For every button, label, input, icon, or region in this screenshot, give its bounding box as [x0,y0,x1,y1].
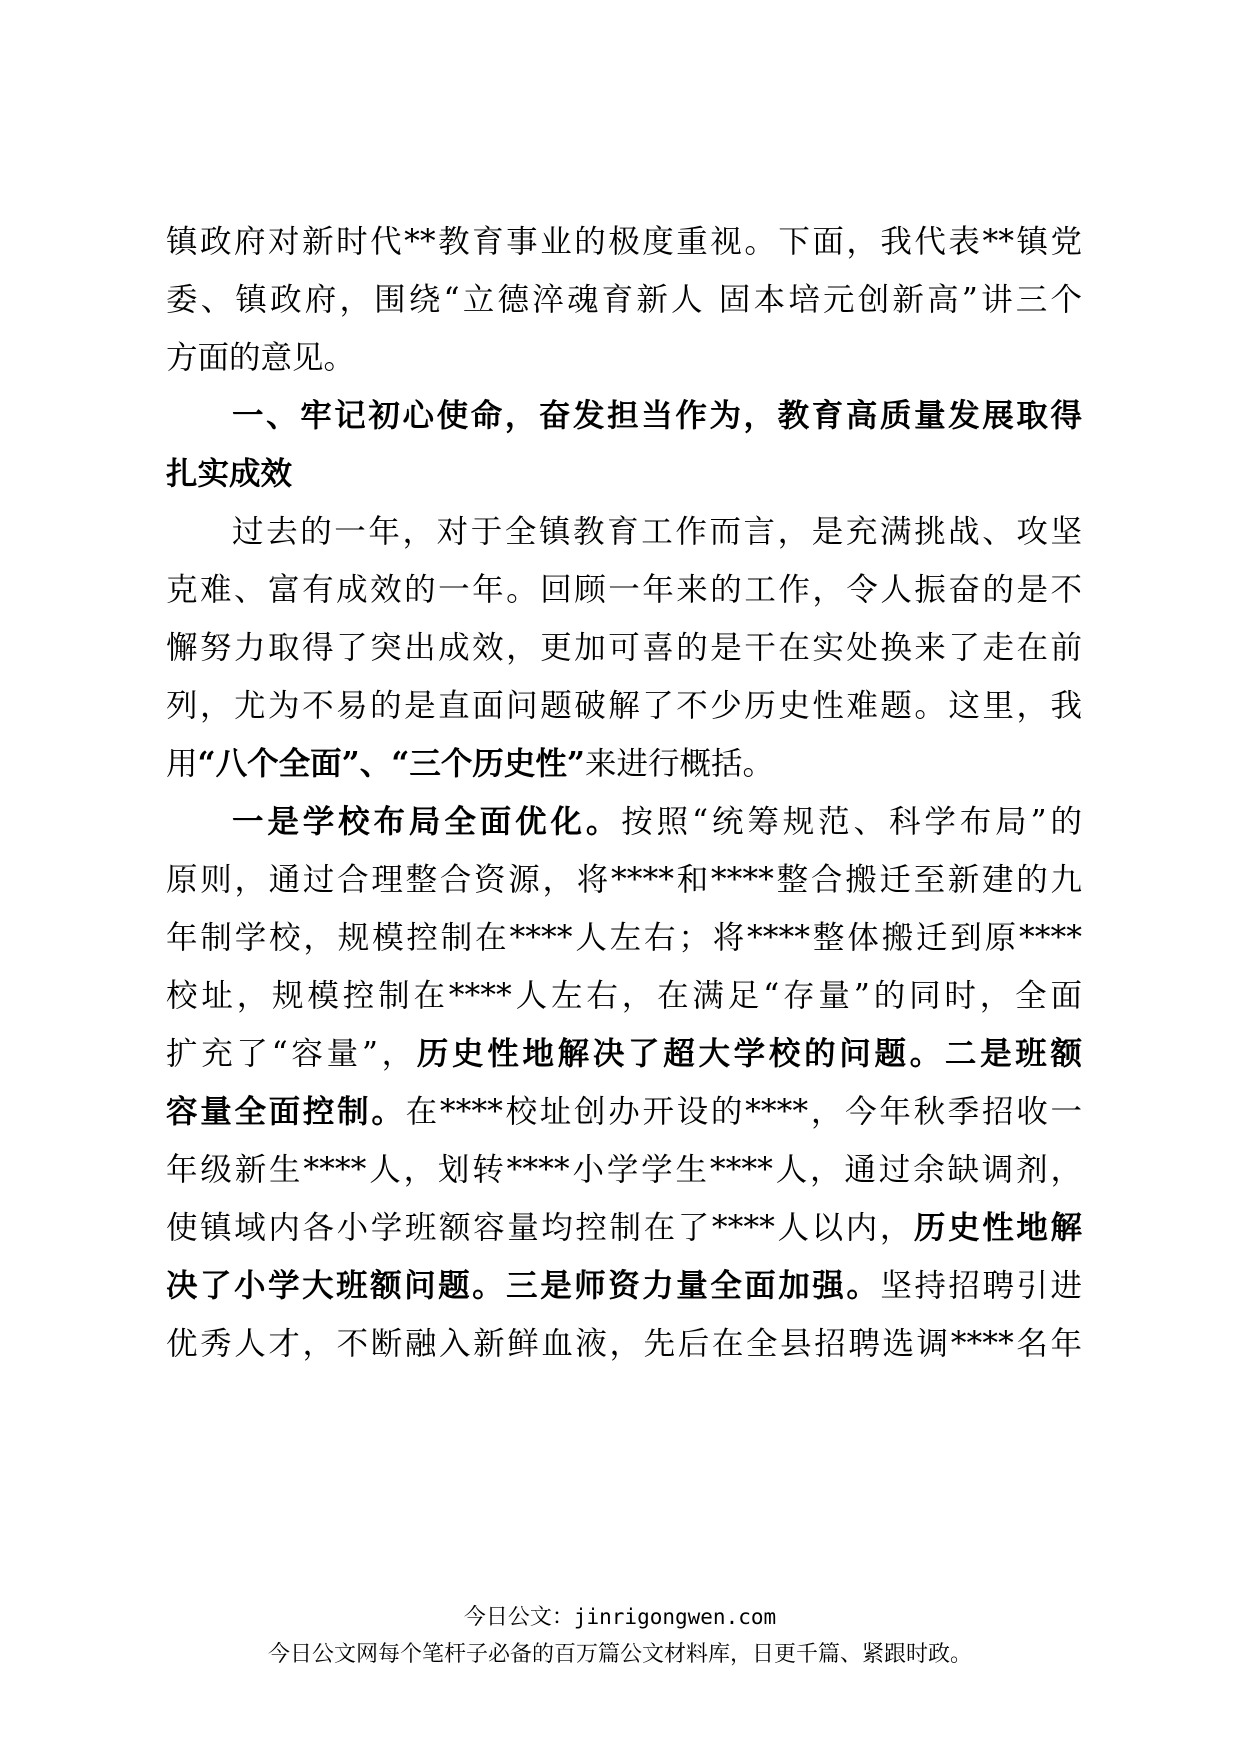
text-run: 来进行概括。 [585,746,775,782]
paragraph-line [166,1030,1082,1078]
paragraph-line: 原则，通过合理整合资源，将****和****整合搬迁至新建的九 [166,862,1082,898]
text-run: 按照“统筹规范、科学布局”的 [621,804,1082,840]
paragraph-line: 列，尤为不易的是直面问题破解了不少历史性难题。这里，我 [166,688,1082,724]
paragraph-line [166,1204,1082,1252]
paragraph-line: 校址，规模控制在****人左右，在满足“存量”的同时，全面 [166,978,1082,1014]
footer-tagline: 今日公文网每个笔杆子必备的百万篇公文材料库，日更千篇、紧跟时政。 [267,1642,972,1667]
bold-run: 容量全面控制。 [166,1093,406,1130]
paragraph-line [166,1262,1082,1310]
text-run: 扩充了“容量”， [166,1036,417,1072]
body-line: 镇政府对新时代**教育事业的极度重视。下面，我代表**镇党 [166,224,1082,260]
footer-source [0,1600,1240,1631]
paragraph-line [232,798,1082,846]
text-run: 坚持招聘引进 [880,1268,1082,1304]
text-run: 在****校址创办开设的****，今年秋季招收一 [405,1094,1082,1130]
body-line: 委、镇政府，围绕“立德淬魂育新人 固本培元创新高”讲三个 [166,282,1082,318]
paragraph-line: 优秀人才，不断融入新鲜血液，先后在全县招聘选调****名年 [166,1326,1082,1362]
paragraph-line: 克难、富有成效的一年。回顾一年来的工作，令人振奋的是不 [166,572,1082,608]
bold-run: 决了小学大班额问题。三是师资力量全面加强。 [166,1267,881,1304]
paragraph-line: 懈努力取得了突出成效，更加可喜的是干在实处换来了走在前 [166,630,1082,666]
bold-run: 历史性地解决了超大学校的问题。二是班额 [416,1035,1082,1072]
footer-url-link[interactable]: jinrigongwen.com [573,1605,777,1629]
paragraph-line [166,740,1082,788]
bold-run: 历史性地解 [914,1209,1082,1246]
bold-run: 一是学校布局全面优化。 [232,803,622,840]
body-line: 方面的意见。 [166,340,356,376]
paragraph-line: 年级新生****人，划转****小学学生****人，通过余缺调剂， [166,1152,1082,1188]
paragraph-line: 年制学校，规模控制在****人左右；将****整体搬迁到原**** [166,920,1082,956]
text-run: 使镇域内各小学班额容量均控制在了****人以内， [166,1210,914,1246]
paragraph-line: 过去的一年，对于全镇教育工作而言，是充满挑战、攻坚 [232,514,1082,550]
section-heading-line1: 一、牢记初心使命，奋发担当作为，教育高质量发展取得 [232,398,1082,434]
section-heading-line2: 扎实成效 [166,456,293,492]
bold-run: “八个全面”、“三个历史性” [197,745,585,782]
paragraph-line [166,1088,1082,1136]
text-run: 用 [166,746,198,782]
footer-label: 今日公文： [463,1605,574,1630]
